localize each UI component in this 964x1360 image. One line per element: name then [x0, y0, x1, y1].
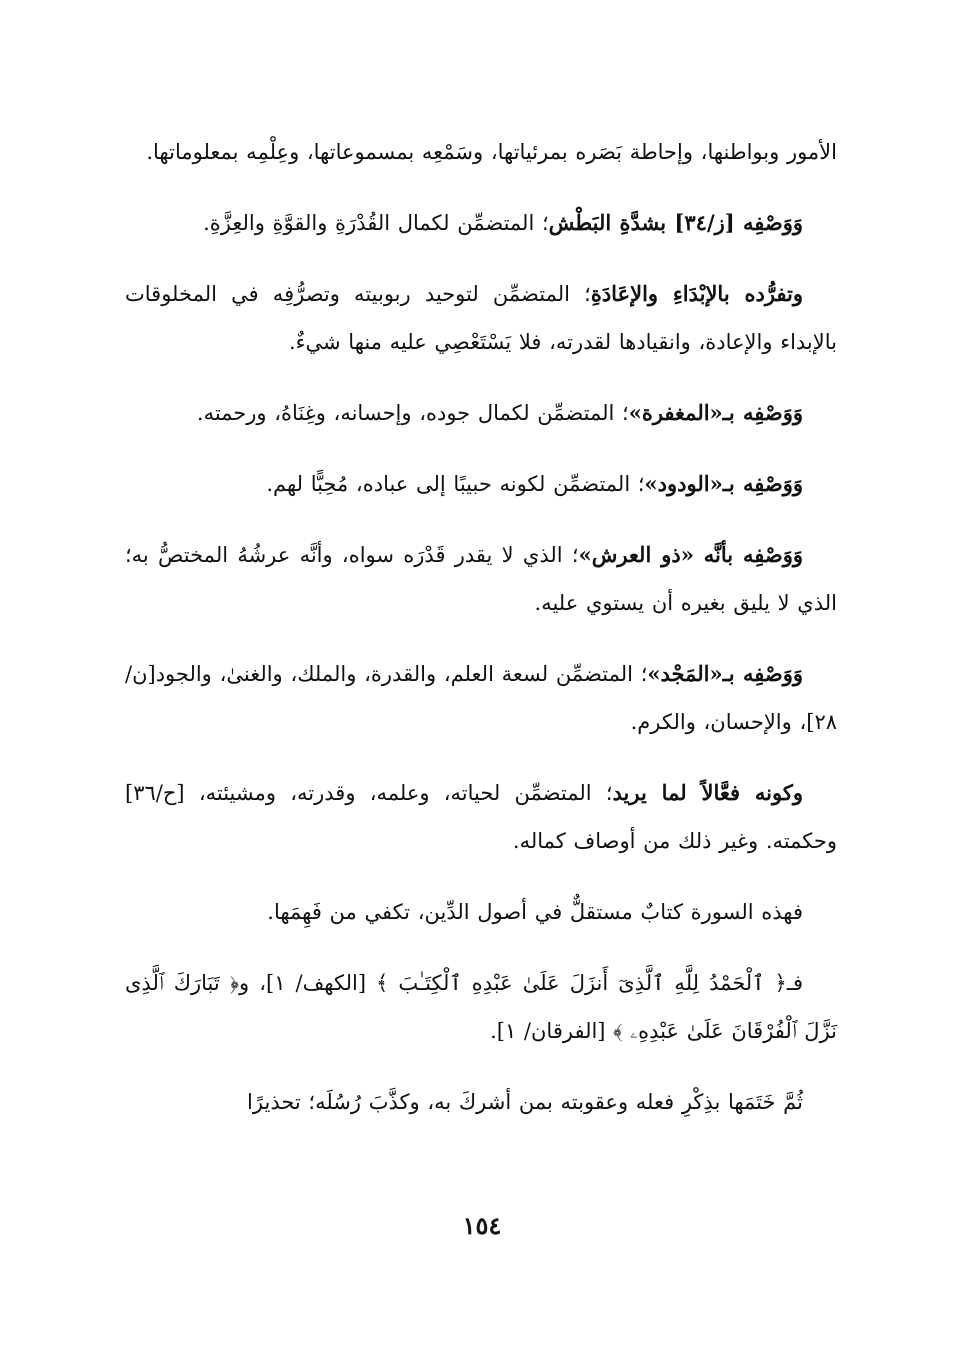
paragraph-10-quran-verses: [125, 959, 837, 1055]
paragraph-5-text: ؛ المتضمِّن لكونه حبيبًا إلى عباده، مُحِبًّا لهم.: [266, 472, 645, 496]
paragraph-2-text: ؛ المتضمِّن لكمال القُدْرَةِ والقوَّةِ والعِزَّةِ.: [203, 211, 549, 235]
page-number: ١٥٤: [462, 1211, 502, 1240]
paragraph-8-text: ؛ المتضمِّن لحياته، وعلمه، وقدرته، ومشيئته، [ح/٣٦] وحكمته. وغير ذلك من أوصاف كماله.: [125, 781, 837, 853]
paragraph-3-text: ؛ المتضمِّن لتوحيد ربوبيته وتصرُّفِه في المخلوقات بالإبداء والإعادة، وانقيادها لقدرته، فلا يَسْتَعْصِي عليه منها شيءٌ.: [125, 282, 837, 354]
paragraph-4-text: ؛ المتضمِّن لكمال جوده، وإحسانه، وغِنَاهُ، ورحمته.: [196, 401, 629, 425]
paragraph-11-text: ثُمَّ خَتَمَها بذِكْرِ فعله وعقوبته بمن أشركَ به، وكذَّبَ رُسُلَه؛ تحذيرًا: [247, 1090, 803, 1114]
paragraph-5-bold: وَوَصْفِه بـ«الودود»: [644, 471, 803, 496]
page-body: [125, 128, 837, 1126]
paragraph-9: [125, 888, 837, 936]
paragraph-1-text: الأمور وبواطنها، وإحاطة بَصَره بمرئياتها، وسَمْعِه بمسموعاتها، وعِلْمِه بمعلوماتها.: [146, 140, 837, 164]
paragraph-3-bold: وتفرُّده بالإبْدَاءِ والإعَادَةِ: [590, 281, 804, 306]
paragraph-6: [125, 531, 837, 627]
paragraph-10-text: فـ﴿ ٱلْحَمْدُ لِلَّهِ ٱلَّذِىٓ أَنزَلَ عَلَىٰ عَبْدِهِ ٱلْكِتَـٰبَ ﴾ [الكهف/ ١]، و﴿ تَبَارَكَ ٱلَّذِى نَزَّلَ ٱلْفُرْقَانَ عَلَىٰ عَبْدِهِۦ ﴾ [الفرقان/ ١].: [125, 971, 837, 1043]
paragraph-1: [125, 128, 837, 176]
paragraph-7-text: ؛ المتضمِّن لسعة العلم، والقدرة، والملك، والغنىٰ، والجود[ن/٢٨]، والإحسان، والكرم.: [125, 662, 837, 734]
paragraph-9-text: فهذه السورة كتابٌ مستقلٌّ في أصول الدِّين، تكفي من فَهِمَها.: [267, 900, 803, 924]
paragraph-2: [125, 199, 837, 247]
paragraph-3: [125, 270, 837, 366]
paragraph-7-bold: وَوَصْفِه بـ«المَجْد»: [647, 661, 803, 686]
paragraph-11: [125, 1078, 837, 1126]
paragraph-8-bold: وكونه فعَّالاً لما يريد: [612, 780, 803, 805]
paragraph-8: [125, 769, 837, 865]
paragraph-5: [125, 460, 837, 508]
paragraph-7: [125, 650, 837, 746]
paragraph-4-bold: وَوَصْفِه بـ«المغفرة»: [628, 400, 803, 425]
paragraph-4: [125, 389, 837, 437]
paragraph-6-bold: وَوَصْفِه بأنَّه «ذو العرش»: [578, 542, 803, 567]
paragraph-6-text: ؛ الذي لا يقدر قَدْرَه سواه، وأنَّه عرشُهُ المختصُّ به؛ الذي لا يليق بغيره أن يستوي عليه.: [125, 543, 837, 615]
paragraph-2-bold: وَوَصْفِه [ز/٣٤] بشدَّةِ البَطْش: [548, 210, 803, 235]
